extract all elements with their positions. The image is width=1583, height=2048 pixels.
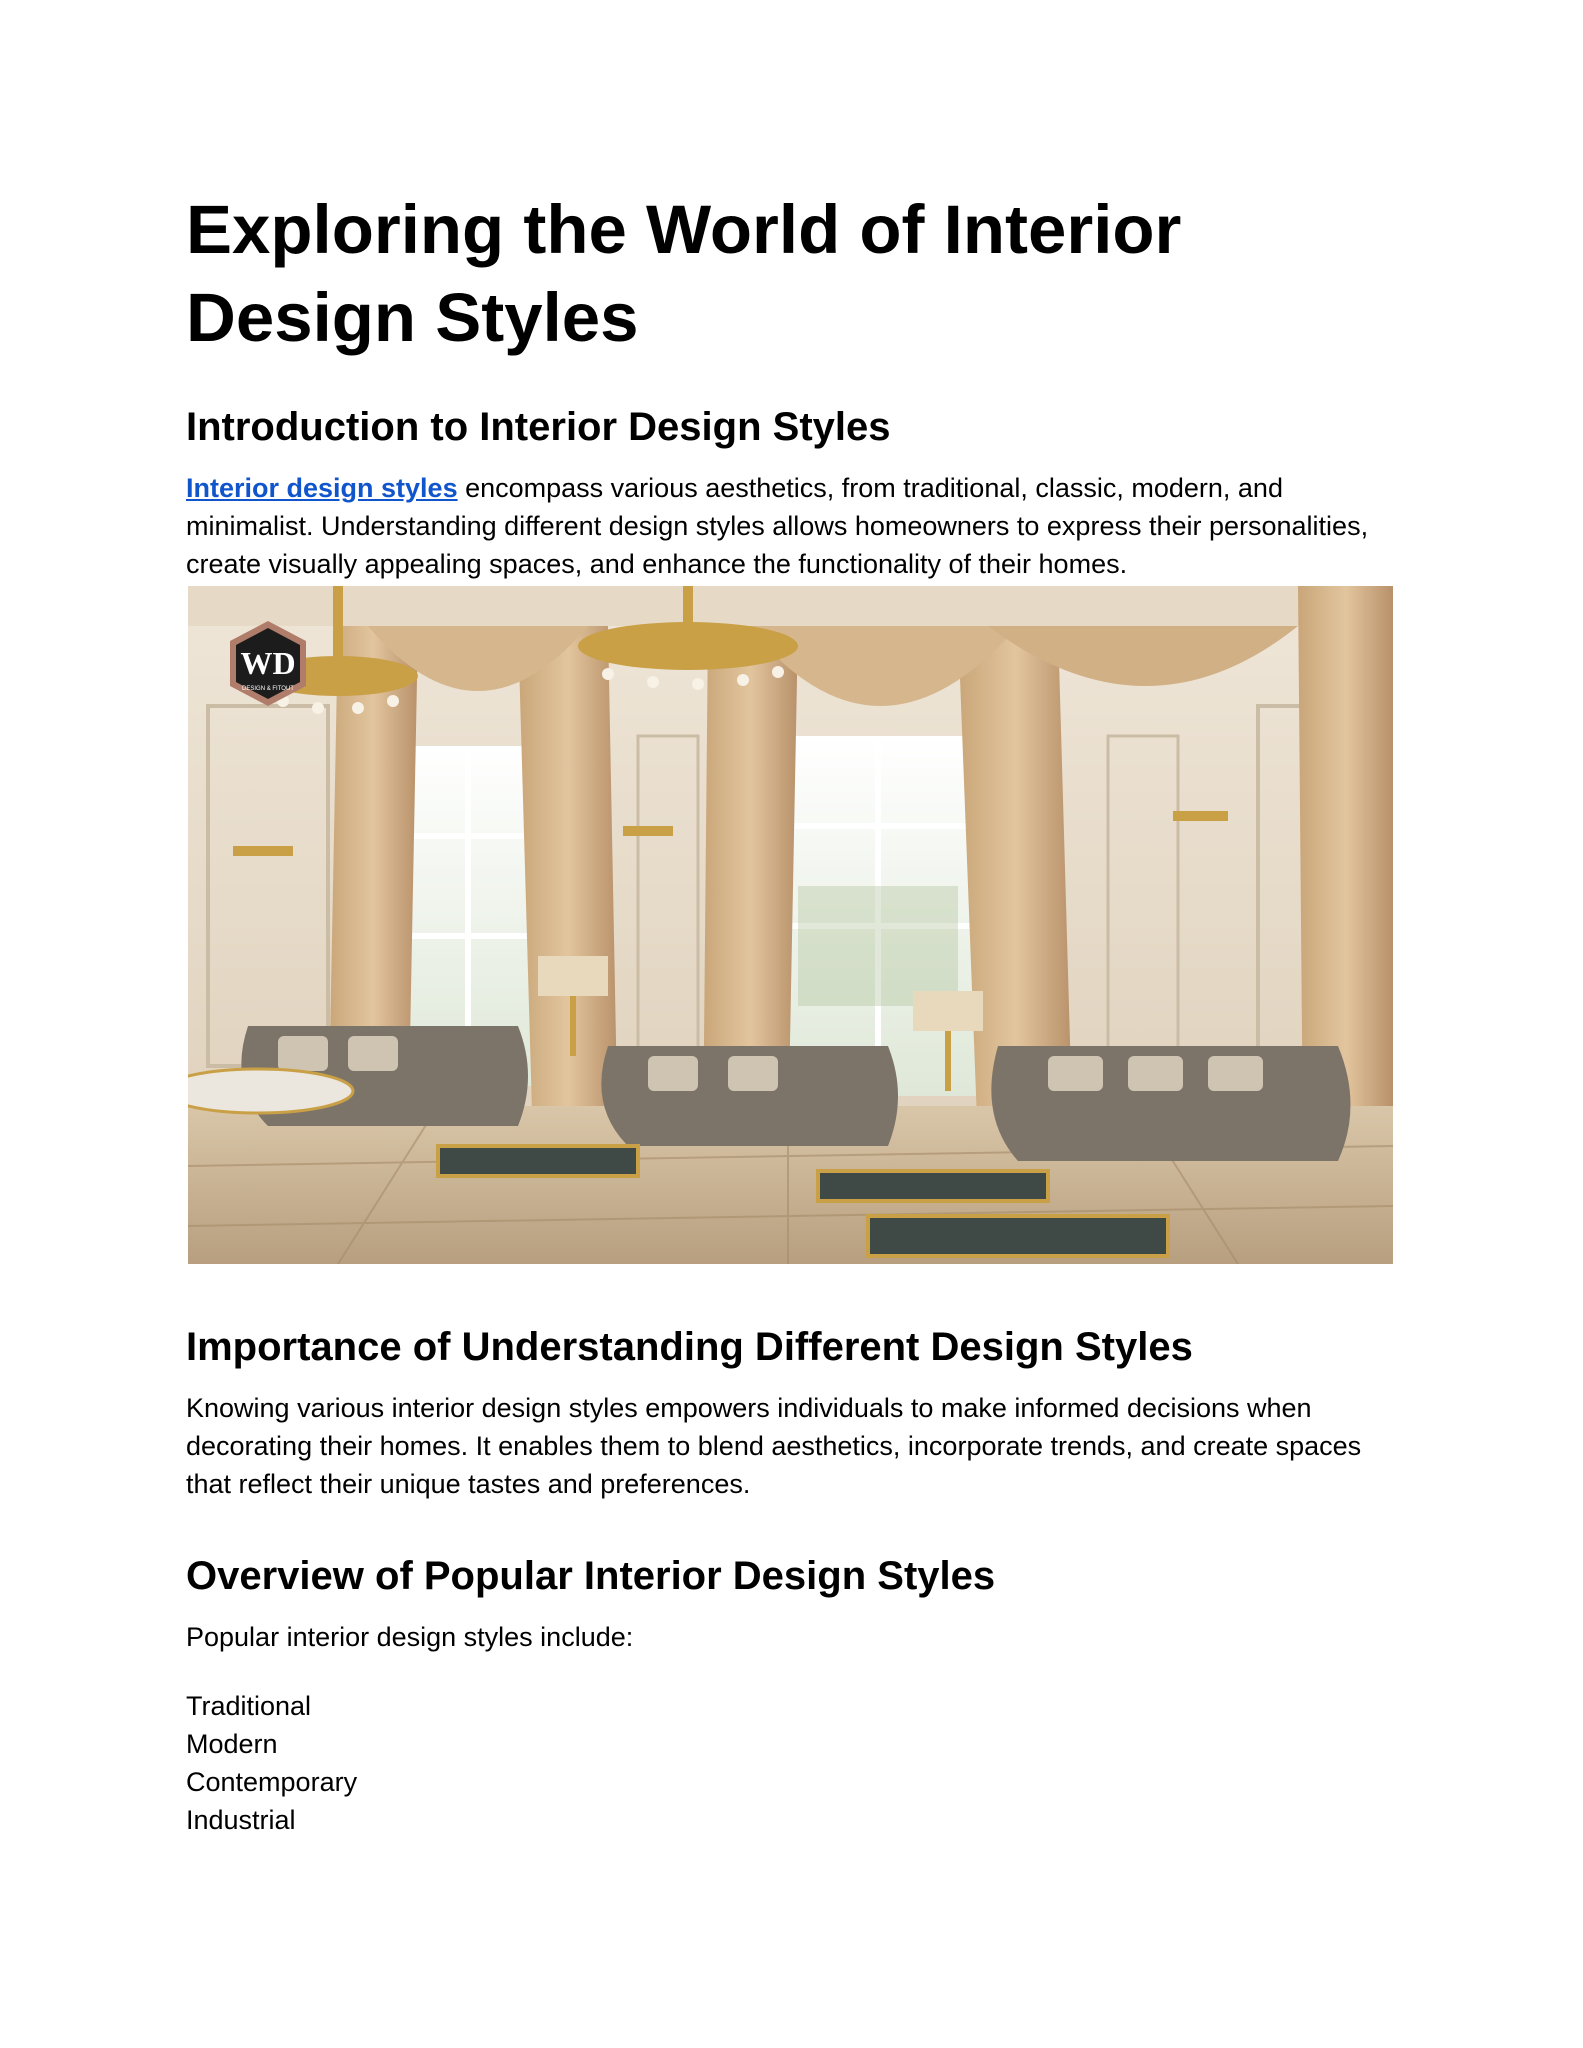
living-room-photo [188, 586, 1393, 1264]
logo-text: WD [240, 645, 296, 681]
importance-paragraph: Knowing various interior design styles empowers individuals to make informed decisions when decorating their homes. It enables them to blend aesthetics, incorporate trends, and create spaces that reflect their unique tastes and preferences. [186, 1393, 1362, 1499]
intro-text: encompass various aesthetics, from traditional, classic, modern, and minimalist. Understanding different design styles allows homeowners to express their personalities, create visually appealing spaces, and enhance the functionality of their homes. [186, 473, 1369, 579]
heading-introduction: Introduction to Interior Design Styles [186, 405, 891, 449]
living-room-illustration [188, 586, 1393, 1264]
list-item: Industrial [186, 1805, 296, 1835]
list-item: Traditional [186, 1691, 312, 1721]
intro-paragraph [186, 469, 1406, 583]
styles-list [186, 1687, 357, 1839]
list-item: Modern [186, 1729, 278, 1759]
list-item: Contemporary [186, 1767, 358, 1797]
interior-design-styles-link[interactable]: Interior design styles [186, 473, 458, 503]
heading-importance: Importance of Understanding Different Design Styles [186, 1325, 1193, 1369]
page-title: Exploring the World of Interior Design Styles [186, 191, 1182, 356]
heading-overview: Overview of Popular Interior Design Styles [186, 1554, 996, 1598]
overview-paragraph: Popular interior design styles include: [186, 1622, 634, 1652]
logo-subtext: DESIGN & FITOUT [242, 686, 294, 692]
